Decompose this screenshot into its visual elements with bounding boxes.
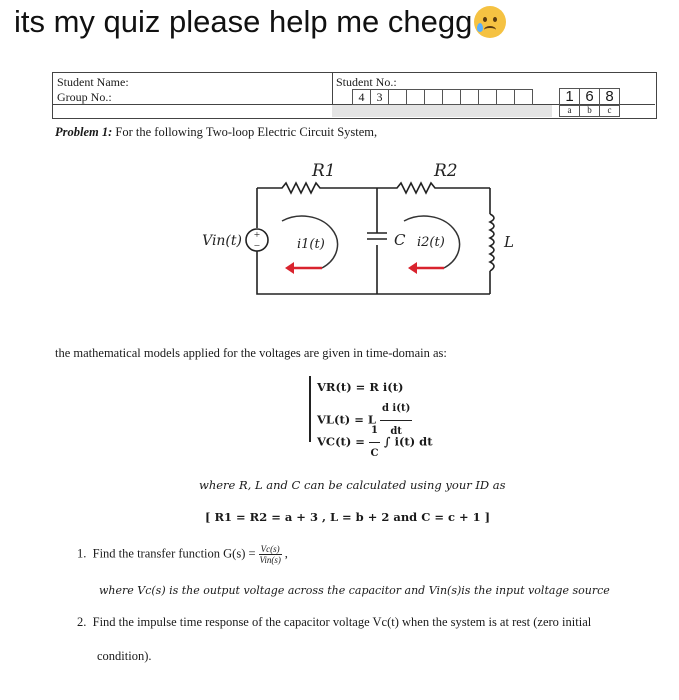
student-no-label: Student No.: bbox=[336, 75, 397, 89]
eq-vl: VL(t) = L $\frac{\text{d i(t)}}{dt}$ bbox=[317, 398, 433, 420]
id-digit-b: 6 bbox=[580, 89, 600, 106]
svg-text:+: + bbox=[253, 229, 261, 241]
question-1-where: where Vc(s) is the output voltage across the capacitor and Vin(s)is the input voltage source bbox=[99, 584, 610, 597]
crying-face-icon bbox=[474, 6, 506, 38]
problem-text: For the following Two-loop Electric Circuit System, bbox=[115, 125, 378, 139]
r2-label: R2 bbox=[434, 161, 458, 181]
eq-vc: VC(t) = $\frac{1}{C}$ ∫ i(t) dt bbox=[317, 420, 433, 442]
quiz-document bbox=[47, 56, 672, 696]
loop2-arrow-icon bbox=[408, 262, 417, 274]
question-2-cont: condition). bbox=[97, 649, 152, 663]
svg-text:−: − bbox=[253, 240, 261, 252]
id-digit: 3 bbox=[371, 90, 389, 105]
id-digit: 4 bbox=[353, 90, 371, 105]
inductor-label: L bbox=[504, 233, 514, 251]
problem-label: Problem 1: bbox=[55, 125, 113, 139]
id-letter: c bbox=[600, 105, 620, 117]
problem-statement bbox=[55, 125, 377, 140]
capacitor-label: C bbox=[394, 231, 406, 249]
student-name-label: Student Name: bbox=[57, 75, 129, 89]
id-right-grid bbox=[559, 88, 620, 106]
r1-label: R1 bbox=[312, 161, 336, 181]
loop1-arrow-icon bbox=[285, 262, 294, 274]
equation-system bbox=[309, 376, 433, 459]
source-label: Vin(t) bbox=[202, 233, 242, 249]
i1-label: i1(t) bbox=[297, 237, 325, 252]
question-1: 1. Find the transfer function G(s) = $\frac{Vc(s)}{\text{Vin(s)}}$ , bbox=[77, 544, 288, 565]
where-text: where R, L and C can be calculated using your ID as bbox=[199, 478, 506, 492]
models-text: the mathematical models applied for the voltages are given in time-domain as: bbox=[55, 346, 447, 360]
id-digit-c: 8 bbox=[600, 89, 620, 106]
id-letter: a bbox=[560, 105, 580, 117]
circuit-diagram bbox=[172, 156, 532, 326]
id-formula: [ R1 = R2 = a + 3 , L = b + 2 and C = c + 1 ] bbox=[205, 510, 491, 524]
question-2: 2. Find the impulse time response of the capacitor voltage Vc(t) when the system is at rest (zero initial bbox=[77, 615, 592, 629]
caption-text: its my quiz please help me chegg bbox=[14, 4, 473, 39]
group-no-label: Group No.: bbox=[57, 90, 112, 104]
i2-label: i2(t) bbox=[417, 235, 445, 250]
id-digit-a: 1 bbox=[560, 89, 580, 106]
eq-vr: VR(t) = R i(t) bbox=[317, 380, 404, 394]
post-caption bbox=[14, 4, 506, 40]
id-letter-grid bbox=[559, 105, 620, 117]
id-letter: b bbox=[580, 105, 600, 117]
id-left-grid bbox=[352, 89, 533, 105]
